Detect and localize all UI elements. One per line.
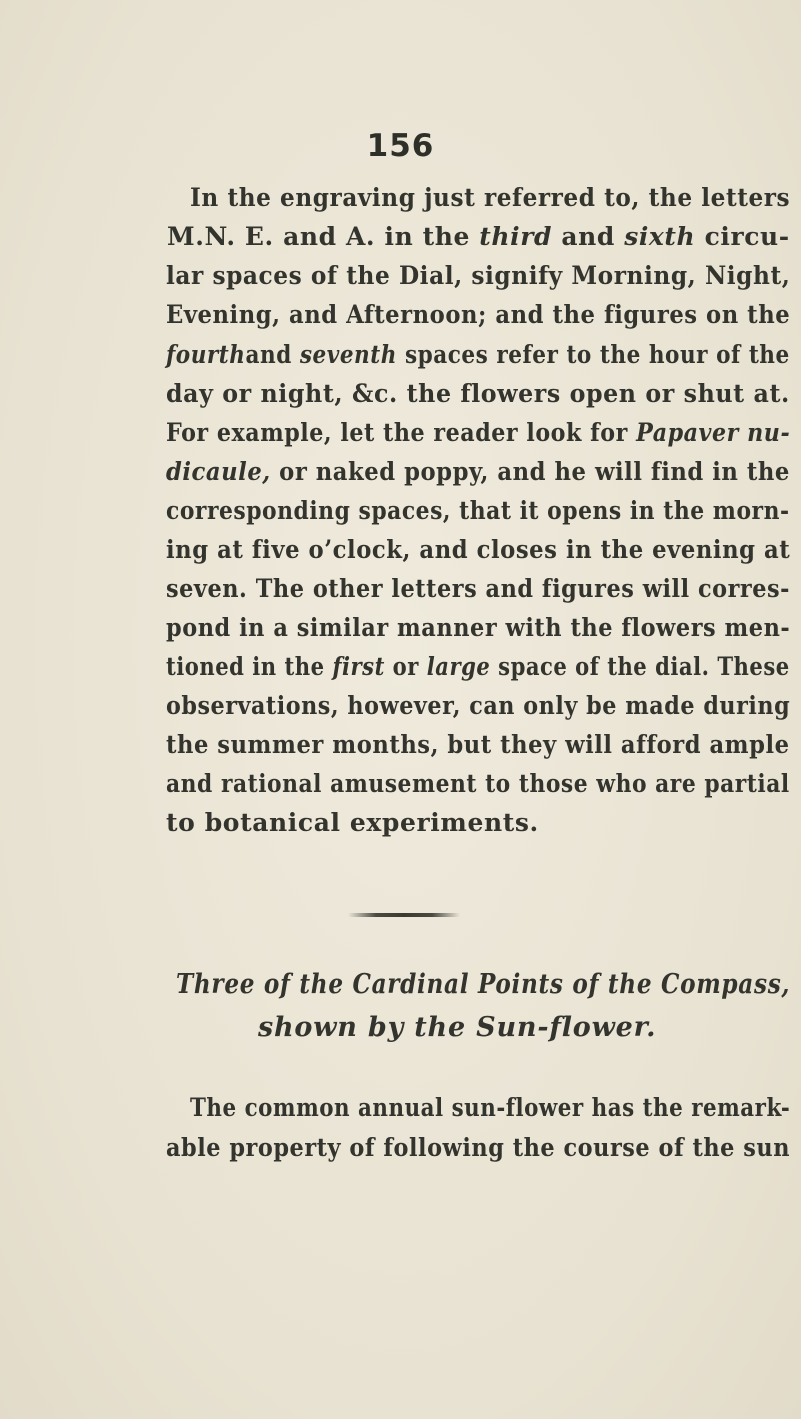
text-line (166, 611, 790, 645)
text-run: and (552, 222, 625, 251)
text-run: pond in a similar manner with the flowers men- (166, 613, 791, 642)
text-line (166, 377, 790, 411)
text-run: Evening, and Afternoon; and the figures on the (166, 300, 791, 329)
text-run: tioned in the (166, 652, 333, 681)
text-run: observations, however, can only be made during (166, 691, 791, 720)
text-line (166, 494, 790, 528)
text-line (166, 455, 790, 489)
text-line (166, 533, 790, 567)
text-run: the summer months, but they will afford ample (166, 730, 790, 759)
text-run: ing at five o’clock, and closes in the evening at (166, 535, 791, 564)
text-line (166, 728, 790, 762)
text-line (166, 689, 790, 723)
italic-run: first (332, 652, 385, 681)
text-run: In the engraving just referred to, the letters (190, 183, 791, 212)
italic-run: third (479, 222, 553, 251)
text-line (166, 650, 790, 684)
text-run: space of the dial. These (490, 652, 790, 681)
text-run: M.N. E. and A. in the (167, 222, 480, 251)
text-run: to botanical experiments. (166, 808, 539, 837)
page-number: 156 (366, 128, 435, 164)
section-divider-rule (348, 913, 460, 917)
text-run: day or night, &c. the flowers open or shut at. (166, 379, 790, 408)
text-run: The common annual sun-flower has the remark- (190, 1093, 791, 1122)
italic-run: fourth (166, 340, 246, 369)
text-run: corresponding spaces, that it opens in the morn- (166, 496, 790, 525)
text-line (166, 338, 790, 372)
text-line (166, 767, 790, 801)
text-run: or (384, 652, 427, 681)
text-line (166, 572, 790, 606)
text-run: and rational amusement to those who are partial (166, 769, 790, 798)
italic-run: large (426, 652, 491, 681)
text-run: spaces refer to the hour of the (396, 340, 790, 369)
text-run: lar spaces of the Dial, signify Morning, Night, (166, 261, 791, 290)
text-line (166, 416, 790, 450)
text-run: circu- (695, 222, 790, 251)
text-line (167, 220, 790, 254)
text-line (166, 806, 539, 840)
text-run: or naked poppy, and he will find in the (270, 457, 790, 486)
heading-line: shown by the Sun-flower. (258, 1012, 657, 1043)
text-line (190, 1091, 790, 1125)
text-run: seven. The other letters and figures will corres- (166, 574, 790, 603)
text-line (166, 1131, 790, 1165)
heading-line: Three of the Cardinal Points of the Compass, (176, 969, 791, 1000)
italic-run: dicaule, (166, 457, 271, 486)
italic-run: sixth (624, 222, 696, 251)
text-run: For example, let the reader look for (166, 418, 637, 447)
text-run: and (245, 340, 300, 369)
text-line (166, 259, 790, 293)
text-run: able property of following the course of the sun (166, 1133, 791, 1162)
text-line (190, 181, 790, 215)
italic-run: Papaver nu- (636, 418, 791, 447)
italic-run: seventh (299, 340, 397, 369)
text-line (166, 298, 790, 332)
